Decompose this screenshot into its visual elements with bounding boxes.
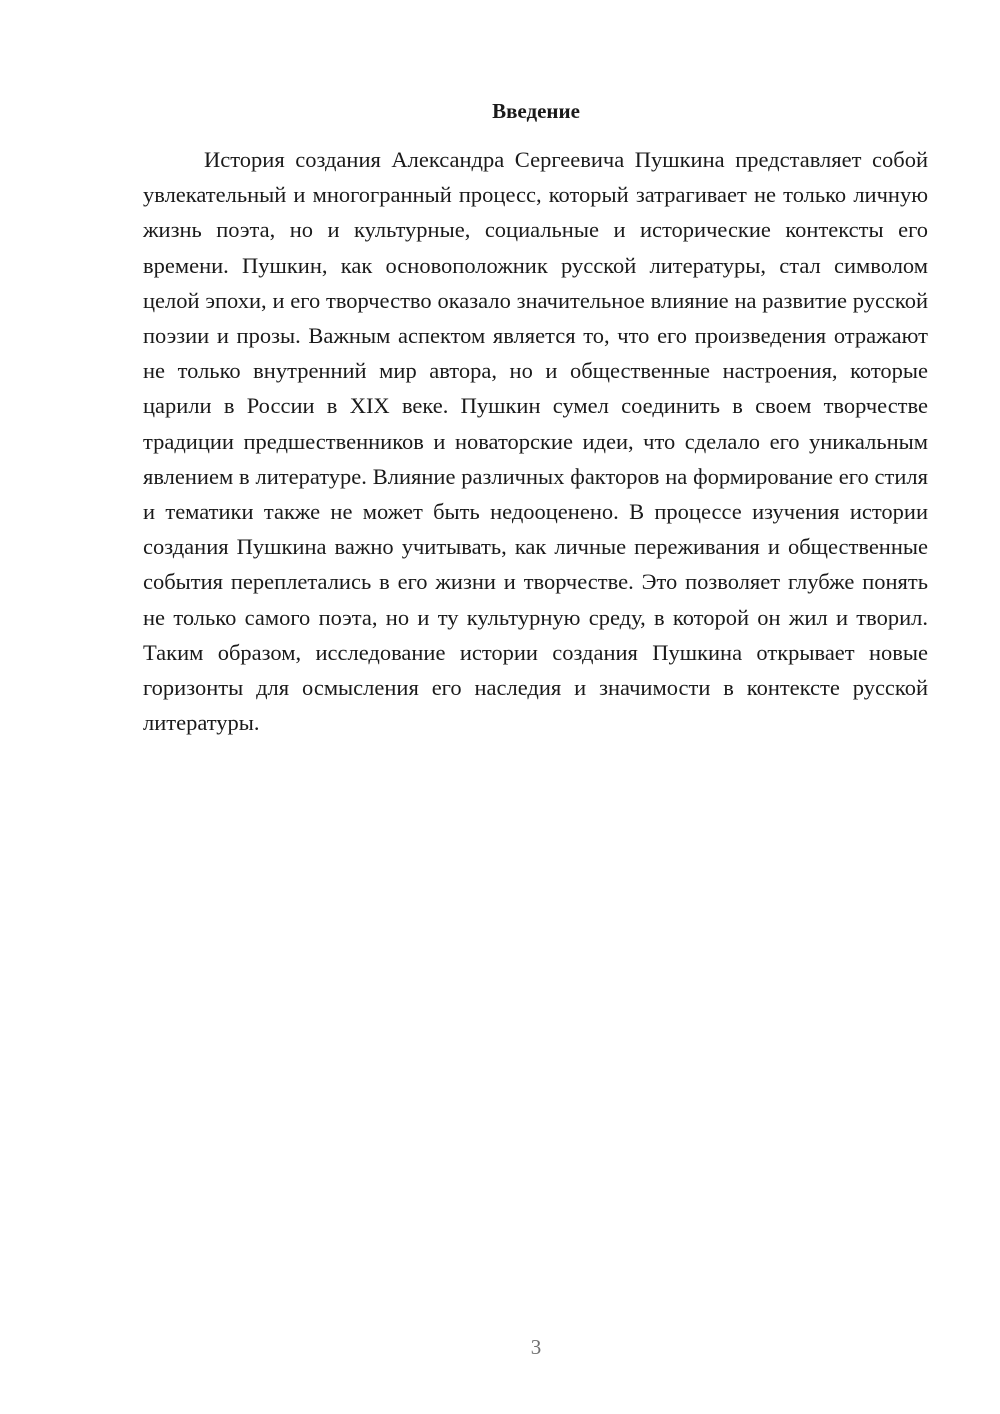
page-number: 3	[530, 1335, 542, 1359]
body-paragraph: История создания Александра Сергеевича Пушкина представляет собой увлекательный и многогранный процесс, который затрагивает не только личную жизнь поэта, но и культурные, социальные и исторические контексты его времени. Пушкин, как основоположник русской литературы, стал символом целой эпохи, и его творчество оказало значительное влияние на развитие русской поэзии и прозы. Важным аспектом является то, что его произведения отражают не только внутренний мир автора, но и общественные настроения, которые царили в России в XIX веке. Пушкин сумел соединить в своем творчестве традиции предшественников и новаторские идеи, что сделало его уникальным явлением в литературе. Влияние различных факторов на формирование его стиля и тематики также не может быть недооценено. В процессе изучения истории создания Пушкина важно учитывать, как личные переживания и общественные события переплетались в его жизни и творчестве. Это позволяет глубже понять не только самого поэта, но и ту культурную среду, в которой он жил и творил. Таким образом, исследование истории создания Пушкина открывает новые горизонты для осмысления его наследия и значимости в контексте русской литературы.	[143, 147, 928, 736]
section-heading: Введение	[492, 99, 580, 123]
